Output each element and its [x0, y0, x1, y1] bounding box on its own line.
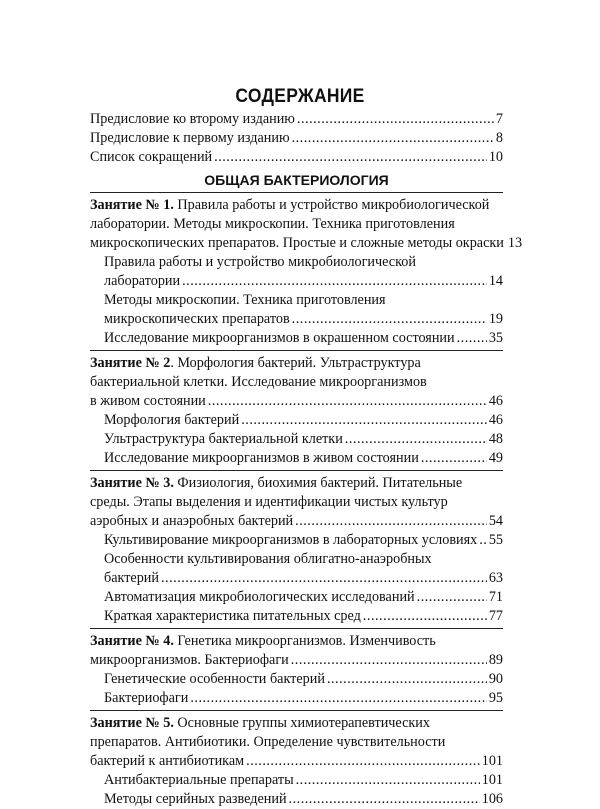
lesson-1-sub-3[interactable]: Исследование микроорганизмов в окрашенном состоянии ..... 35 — [90, 329, 503, 348]
lesson-1-entry[interactable]: микроскопических препаратов. Простые и сложные методы окраски 13 — [90, 235, 523, 251]
toc-entry-preface-1[interactable]: Предисловие к первому изданию ..... 8 — [90, 129, 503, 148]
lesson-1-sub-1[interactable]: лаборатории ..... 14 — [90, 272, 503, 291]
page-title: СОДЕРЖАНИЕ — [235, 86, 365, 107]
toc-entry-abbreviations[interactable]: Список сокращений ..... 10 — [90, 148, 503, 167]
lesson-4-sub-1[interactable]: Генетические особенности бактерий ..... 90 — [90, 670, 503, 689]
lesson-3-line[interactable]: Занятие № 3. Физиология, биохимия бактерий. Питательные — [90, 475, 463, 491]
divider — [90, 192, 503, 193]
lesson-2-sub-2[interactable]: Ультраструктура бактериальной клетки ..... 48 — [90, 430, 503, 449]
lesson-2-line[interactable]: Занятие № 2. Морфология бактерий. Ультраструктура — [90, 355, 421, 371]
lesson-1-line[interactable]: Занятие № 1. Правила работы и устройство микробиологической — [90, 197, 490, 213]
toc-entry-preface-2[interactable]: Предисловие ко второму изданию ..... 7 — [90, 110, 503, 129]
lesson-4-line[interactable]: Занятие № 4. Генетика микроорганизмов. Изменчивость — [90, 633, 436, 649]
divider — [90, 470, 503, 471]
lesson-5-entry[interactable]: бактерий к антибиотикам ..... 101 — [90, 752, 503, 771]
lesson-2-sub-3[interactable]: Исследование микроорганизмов в живом состоянии ..... 49 — [90, 449, 503, 468]
lesson-3-sub-1[interactable]: Культивирование микроорганизмов в лабораторных условиях ..... 55 — [90, 531, 503, 550]
lesson-5-line[interactable]: Занятие № 5. Основные группы химиотерапевтических — [90, 715, 430, 731]
lesson-2-sub-1[interactable]: Морфология бактерий ..... 46 — [90, 411, 503, 430]
divider — [90, 628, 503, 629]
lesson-4-entry[interactable]: микроорганизмов. Бактериофаги ..... 89 — [90, 651, 503, 670]
divider — [90, 710, 503, 711]
section-heading: ОБЩАЯ БАКТЕРИОЛОГИЯ — [204, 172, 389, 188]
lesson-5-sub-2[interactable]: Методы серийных разведений ..... 106 — [90, 790, 503, 809]
lesson-3-sub-4[interactable]: Краткая характеристика питательных сред ..... 77 — [90, 607, 503, 626]
table-of-contents: Предисловие ко второму изданию ..... 7 Предисловие к первому изданию ..... 8 Список сокращений ..... 10 ОБЩАЯ БАКТЕРИОЛОГИЯ Занятие № 1. Правила работы и устройство микробиологической лаборатории. Методы микроскопии. Техника приготовления микроскопических препаратов. Простые и сложные методы окраски 13 Правила работы и устройство микробиологической лаборатории ..... 14 Методы микроскопии. Техника приготовления микроскопических препаратов ..... 19 Исследование микроорганизмов в окрашенном состоянии ..... 35 Занятие № 2. Морфология бактерий. Ультраструктура бактериальной клетки. Исследование микроорганизмов в живом состоянии ..... 46 Морфология бактерий ..... 46 Ультраструктура бактериальной клетки ..... 48 Исследование микроорганизмов в живом состоянии ..... 49 Занятие № 3. Физиология, биохимия бактерий. Питательные среды. Этапы выделения и идентификации чистых культур аэробных и анаэробных бактерий ..... 54 Культивирование микроорганизмов в лабораторных условиях ..... 55 Особенности культивирования облигатно-анаэробных бактерий ..... 63 Автоматизация микробиологических исследований ..... 71 Краткая характеристика питательных сред ..... 77 Занятие № 4. Генетика микроорганизмов. Изменчивость микроорганизмов. Бактериофаги ..... 89 Генетические особенности бактерий ..... 90 Бактериофаги ..... 95 Занятие № 5. Основные группы химиотерапевтических препаратов. Антибиотики. Определение чувствительности бактерий к антибиотикам ..... 101 Антибактериальные препараты ..... 101 Методы серийных разведений ..... 106 — [90, 110, 503, 809]
lesson-1-sub-2[interactable]: микроскопических препаратов ..... 19 — [90, 310, 503, 329]
lesson-5-sub-1[interactable]: Антибактериальные препараты ..... 101 — [90, 771, 503, 790]
lesson-3-sub-2[interactable]: бактерий ..... 63 — [90, 569, 503, 588]
lesson-3-entry[interactable]: аэробных и анаэробных бактерий ..... 54 — [90, 512, 503, 531]
lesson-2-entry[interactable]: в живом состоянии ..... 46 — [90, 392, 503, 411]
lesson-3-sub-3[interactable]: Автоматизация микробиологических исследований ..... 71 — [90, 588, 503, 607]
divider — [90, 350, 503, 351]
lesson-4-sub-2[interactable]: Бактериофаги ..... 95 — [90, 689, 503, 708]
